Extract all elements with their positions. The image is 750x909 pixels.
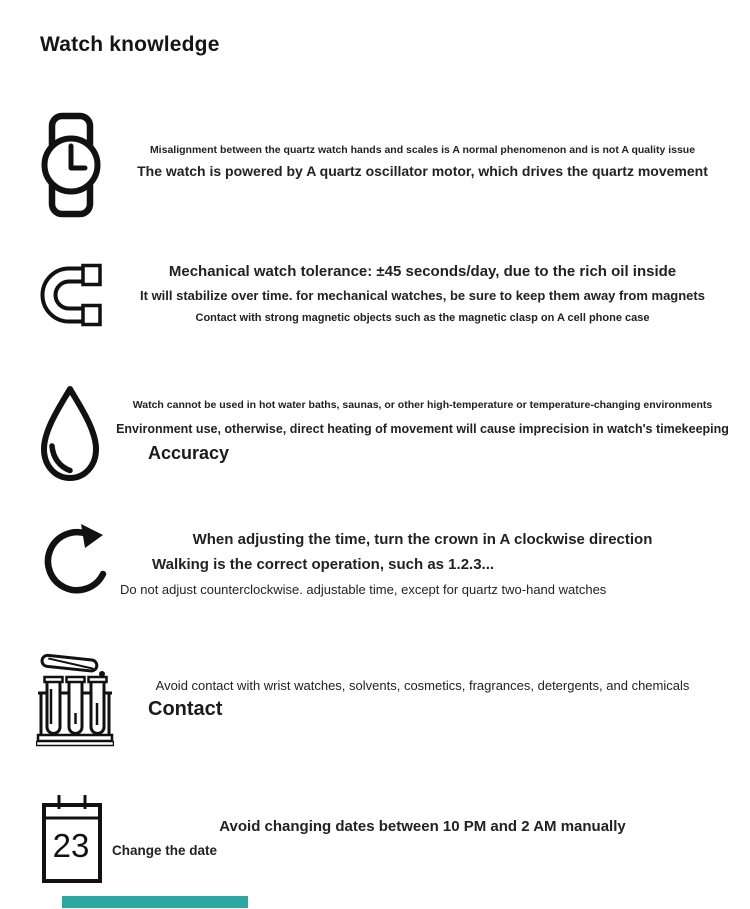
section-magnet-title: Mechanical watch tolerance: ±45 seconds/day, due to the rich oil inside (168, 263, 677, 280)
section-accuracy-note: Watch cannot be used in hot water baths, saunas, or other high-temperature or temperature-changing environments (132, 399, 713, 411)
calendar-icon (40, 791, 104, 885)
section-contact-heading: Contact (148, 698, 223, 720)
section-quartz-text: The watch is powered by A quartz oscillator motor, which drives the quartz movement (137, 163, 708, 179)
section-quartz-note: Misalignment between the quartz watch hands and scales is A normal phenomenon and is not A quality issue (149, 144, 696, 156)
page-title: Watch knowledge (40, 33, 220, 56)
section-accuracy-text: Environment use, otherwise, direct heating of movement will cause imprecision in watch's timekeeping (116, 422, 729, 436)
accent-bar (62, 896, 248, 908)
section-magnet-text: It will stabilize over time. for mechanical watches, be sure to keep them away from magnets (140, 288, 705, 303)
section-magnet-note: Contact with strong magnetic objects such as the magnetic clasp on A cell phone case (195, 312, 650, 324)
test-tubes-icon (36, 645, 114, 747)
section-contact-text: Avoid contact with wrist watches, solvents, cosmetics, fragrances, detergents, and chemicals (155, 678, 690, 693)
section-adjust-title: When adjusting the time, turn the crown in A clockwise direction (192, 531, 653, 548)
water-drop-icon (35, 383, 105, 485)
section-accuracy-heading: Accuracy (148, 443, 230, 463)
magnet-icon (38, 262, 106, 328)
section-adjust-text: Walking is the correct operation, such as 1.2.3... (152, 556, 495, 573)
clockwise-arrow-icon (34, 522, 114, 602)
calendar-day-label: 23 (52, 827, 90, 864)
section-date-title: Avoid changing dates between 10 PM and 2 AM manually (219, 818, 626, 835)
section-adjust-note: Do not adjust counterclockwise. adjustable time, except for quartz two-hand watches (120, 582, 607, 597)
section-date-text: Change the date (112, 843, 218, 858)
watch-icon (40, 112, 102, 218)
